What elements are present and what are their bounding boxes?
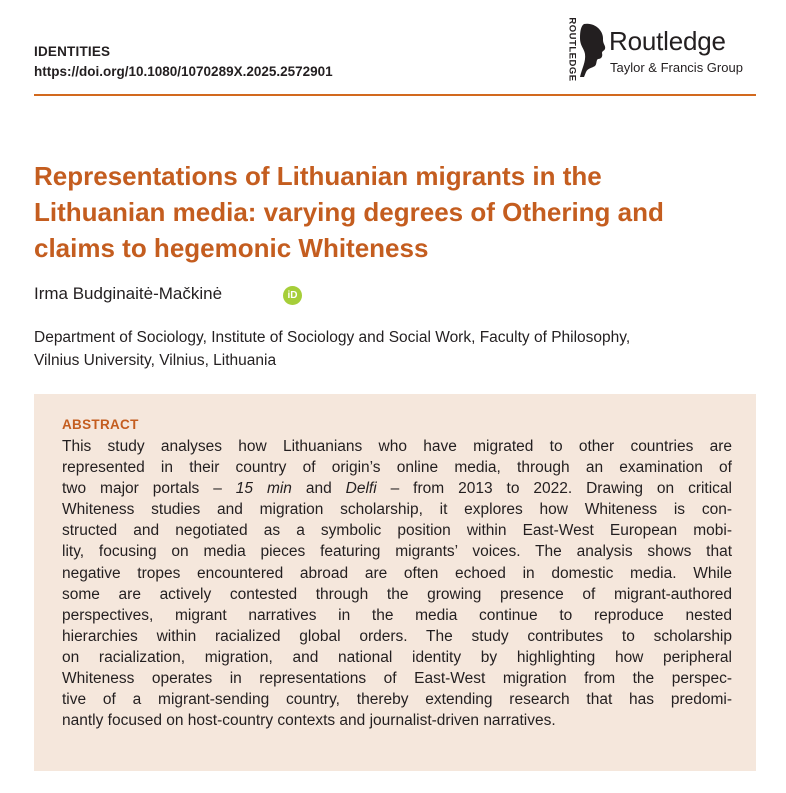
abstract-line: represented in their country of origin’s online media, through an examination of bbox=[62, 459, 732, 477]
abstract-line: two major portals – 15 min and Delfi – from 2013 to 2022. Drawing on critical bbox=[62, 480, 732, 498]
journal-name: IDENTITIES bbox=[34, 44, 111, 59]
title-line: Representations of Lithuanian migrants in the bbox=[34, 161, 602, 191]
publisher-name: Routledge bbox=[609, 26, 726, 56]
abstract-line: negative tropes encountered abroad are often echoed in domestic media. While bbox=[62, 564, 732, 582]
author-name[interactable]: Irma Budginaitė-Mačkinė bbox=[34, 284, 223, 303]
abstract-line: on racialization, migration, and national identity by highlighting how peripheral bbox=[62, 648, 732, 666]
publisher-vertical-label bbox=[560, 17, 578, 82]
abstract-line: nantly focused on host-country contexts and journalist-driven narratives. bbox=[62, 712, 556, 730]
abstract-line: perspectives, migrant narratives in the media continue to reproduce nested bbox=[62, 606, 732, 624]
abstract-line: lity, focusing on media pieces featuring migrants’ voices. The analysis shows that bbox=[62, 543, 732, 561]
abstract-line: some are actively contested through the growing presence of migrant-authored bbox=[62, 585, 732, 603]
abstract-label: ABSTRACT bbox=[62, 417, 139, 432]
header-rule bbox=[34, 94, 756, 96]
title-line: Lithuanian media: varying degrees of Othering and bbox=[34, 197, 664, 227]
abstract-text bbox=[62, 436, 732, 731]
article-title bbox=[34, 158, 756, 266]
routledge-head-icon bbox=[576, 22, 608, 78]
affiliation bbox=[34, 326, 756, 372]
orcid-icon[interactable]: iD bbox=[283, 286, 302, 305]
abstract-line: tive of a migrant-sending country, thereby extending research that has predomi- bbox=[62, 691, 732, 709]
abstract-line: Whiteness operates in representations of East-West migration from the perspec- bbox=[62, 670, 732, 688]
title-line: claims to hegemonic Whiteness bbox=[34, 233, 429, 263]
doi-link[interactable]: https://doi.org/10.1080/1070289X.2025.2572901 bbox=[34, 64, 333, 79]
abstract-line: hierarchies within racialized global orders. The study contributes to scholarship bbox=[62, 627, 732, 645]
publisher-group: Taylor & Francis Group bbox=[610, 60, 743, 75]
affiliation-line: Vilnius University, Vilnius, Lithuania bbox=[34, 352, 277, 369]
abstract-line: This study analyses how Lithuanians who have migrated to other countries are bbox=[62, 438, 732, 455]
abstract-line: structed and negotiated as a symbolic position within East-West European mobi- bbox=[62, 522, 732, 540]
abstract-line: Whiteness studies and migration scholarship, it explores how Whiteness is con- bbox=[62, 501, 732, 519]
affiliation-line: Department of Sociology, Institute of Sociology and Social Work, Faculty of Philosophy, bbox=[34, 329, 631, 346]
publisher-vertical-text: ROUTLEDGE bbox=[566, 17, 578, 82]
